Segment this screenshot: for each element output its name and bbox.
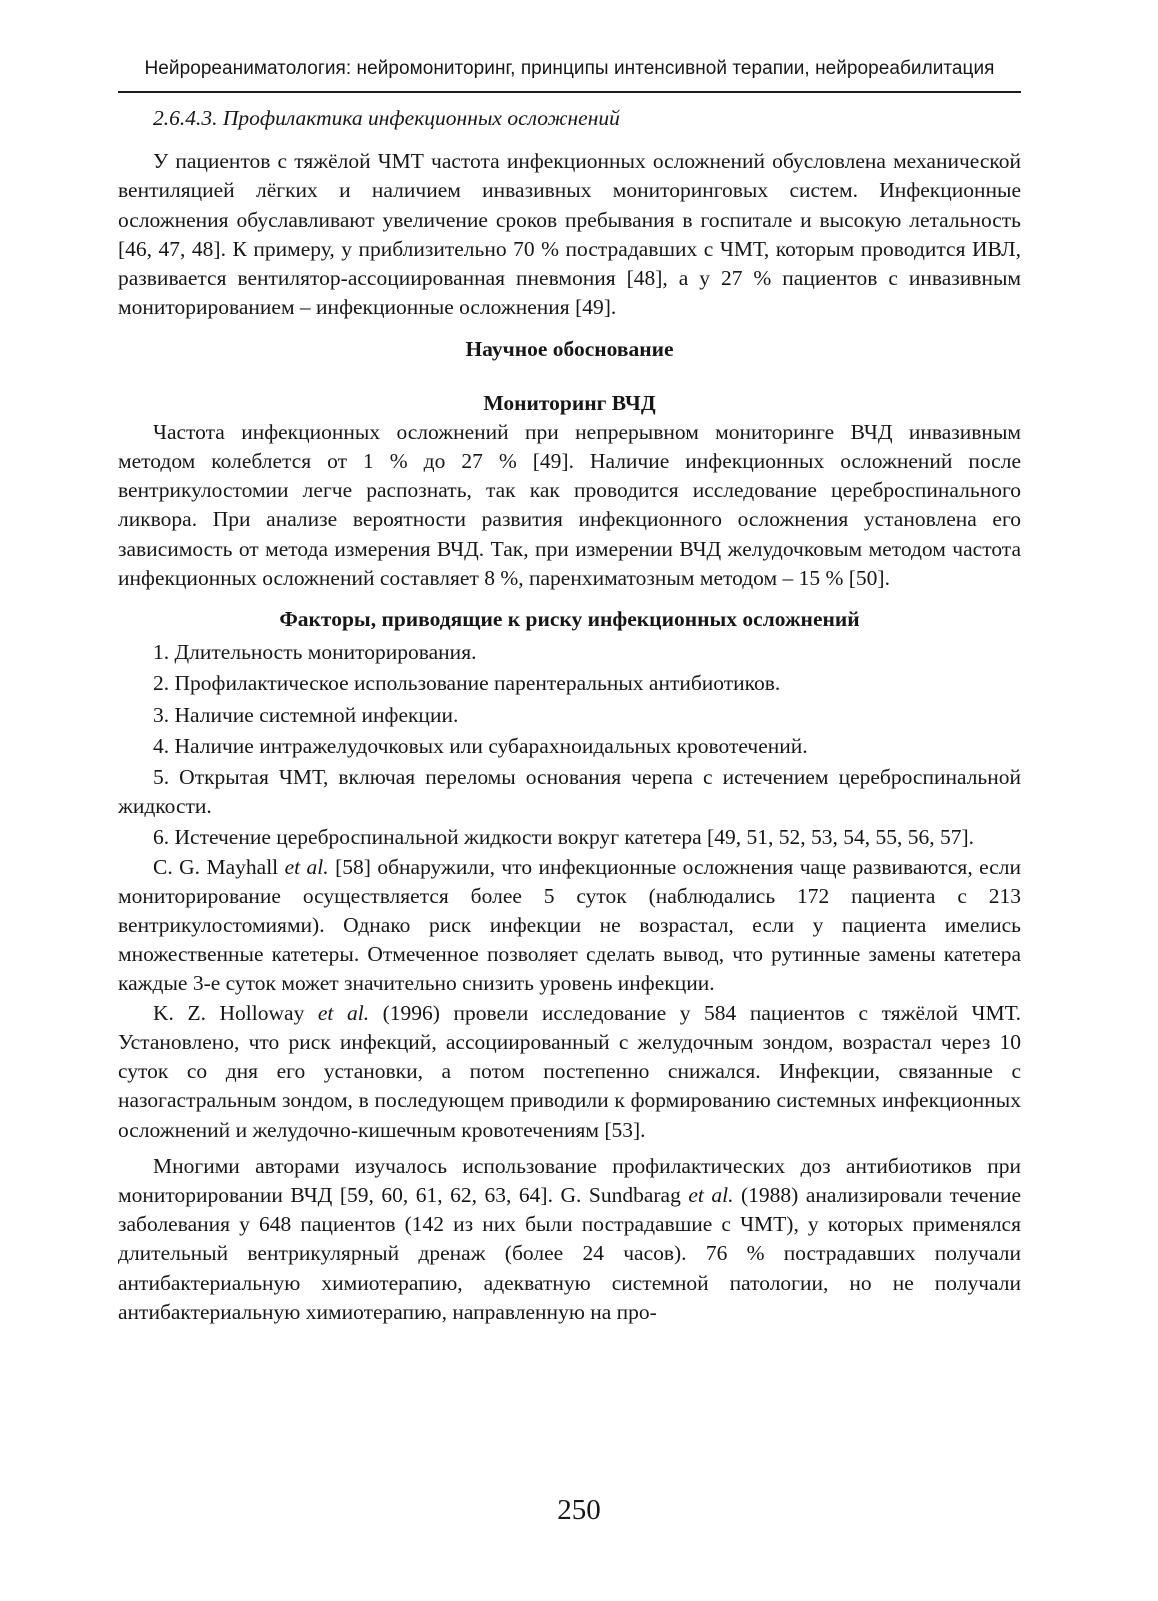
page-body [118,104,1021,1327]
holloway-paragraph [118,999,1021,1145]
mayhall-paragraph [118,853,1021,999]
et-al: et al. [688,1182,734,1207]
risk-factor-item: 6. Истечение цереброспинальной жидкости вокруг катетера [49, 51, 52, 53, 54, 55, 56, 57]. [153,825,974,850]
icp-paragraph: Частота инфекционных осложнений при непрерывном мониторинге ВЧД инвазивным методом колеблется от 1 % до 27 % [49]. Наличие инфекционных осложнений после вентрикулостомии легче распознать, так как проводится исследование цереброспинального ликвора. При анализе вероятности развития инфекционного осложнения установлена его зависимость от метода измерения ВЧД. Так, при измерении ВЧД желудочковым методом частота инфекционных осложнений составляет 8 %, паренхиматозным методом – 15 % [50]. [118,419,1021,590]
header-rule [118,91,1021,93]
subsection-title: 2.6.4.3. Профилактика инфекционных осложнений [153,106,620,130]
risk-factor-item: 1. Длительность мониторирования. [153,640,477,665]
risk-factor-item: 5. Открытая ЧМТ, включая переломы основания черепа с истечением цереброспинальной жидкости. [118,765,1021,819]
page-number: 250 [557,1494,601,1526]
et-al: et al. [284,854,329,879]
paragraph-text: (1988) анализировали течение заболевания у 648 пациентов (142 из них были пострадавшие с ЧМТ), у которых применялся длительный вентрикулярный дренаж (более 24 часов). 76 % пострадавших получали антибактериальную химиотерапию, адекватную системной патологии, но не получали антибактериальную химиотерапию, направленную на про- [118,1182,1021,1324]
heading-rationale: Научное обоснование [465,337,674,362]
antibiotics-paragraph [118,1152,1021,1327]
paragraph-text: (1996) провели исследование у 584 пациентов с тяжёлой ЧМТ. Установлено, что риск инфекций, ассоциированный с желудочным зондом, возрастал через 10 суток со дня его установки, а потом постепенно снижался. Инфекции, связанные с назогастральным зондом, в последующем приводили к формированию системных инфекционных осложнений и желудочно-кишечным кровотечениям [53]. [118,1000,1021,1142]
risk-factor-item: 4. Наличие интражелудочковых или субарахноидальных кровотечений. [153,733,808,758]
paragraph-text: [58] обнаружили, что инфекционные осложнения чаще развиваются, если мониторирование осуществляется более 5 суток (наблюдались 172 пациента с 213 вентрикулостомиями). Однако риск инфекции не возрастал, если у пациента имелись множественные катетеры. Отмеченное позволяет сделать вывод, что рутинные замены катетера каждые 3-е суток может значительно снизить уровень инфекции. [118,854,1021,996]
intro-paragraph: У пациентов с тяжёлой ЧМТ частота инфекционных осложнений обусловлена механической вентиляцией лёгких и наличием инвазивных мониторинговых систем. Инфекционные осложнения обуславливают увеличение сроков пребывания в госпитале и высокую летальность [46, 47, 48]. К примеру, у приблизительно 70 % пострадавших с ЧМТ, которым проводится ИВЛ, развивается вентилятор-ассоциированная пневмония [48], а у 27 % пациентов с инвазивным мониторированием – инфекционные осложнения [49]. [118,149,1021,320]
risk-factor-item: 2. Профилактическое использование парентеральных антибиотиков. [153,671,781,696]
heading-icp-monitoring: Мониторинг ВЧД [483,390,656,415]
heading-risk-factors: Факторы, приводящие к риску инфекционных осложнений [279,607,860,632]
risk-factor-item: 3. Наличие системной инфекции. [153,702,459,727]
et-al: et al. [317,1000,370,1025]
running-header: Нейрореаниматология: нейромониторинг, принципы интенсивной терапии, нейрореабилитация [144,58,995,79]
citation-author: C. G. Mayhall [153,854,285,879]
citation-author: K. Z. Holloway [153,1000,318,1025]
paragraph-text: Многими авторами изучалось использование профилактических доз антибиотиков при мониторировании ВЧД [59, 60, 61, 62, 63, 64]. G. Sundbarag [118,1153,1021,1207]
